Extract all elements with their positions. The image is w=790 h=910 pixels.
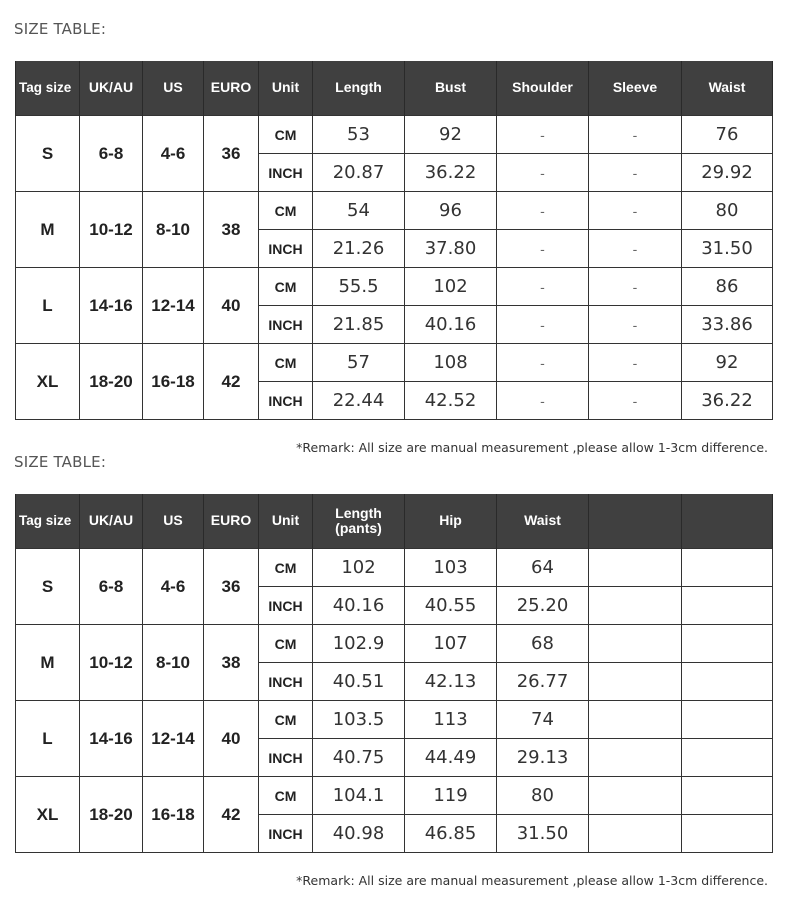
column-header-waist: Waist: [682, 61, 773, 116]
column-header-sleeve: Sleeve: [589, 61, 682, 116]
ukau-size-cell: 18-20: [80, 777, 143, 853]
measurement-cell: [589, 701, 682, 739]
unit-cell: INCH: [259, 587, 313, 625]
measurement-cell: [589, 815, 682, 853]
column-header-unit: Unit: [259, 494, 313, 549]
tag-size-cell: M: [16, 192, 80, 268]
column-header-hip: Hip: [405, 494, 497, 549]
column-header-empty: [589, 494, 682, 549]
measurement-cell: -: [589, 268, 682, 306]
unit-cell: INCH: [259, 815, 313, 853]
measurement-cell: [589, 549, 682, 587]
measurement-cell: [589, 587, 682, 625]
ukau-size-cell: 10-12: [80, 625, 143, 701]
size-table-title-bottom: SIZE TABLE:: [14, 453, 107, 471]
measurement-cell: 107: [405, 625, 497, 663]
us-size-cell: 16-18: [143, 344, 204, 420]
us-size-cell: 4-6: [143, 116, 204, 192]
header-row: [16, 494, 773, 549]
measurement-cell: 92: [405, 116, 497, 154]
table-row: [16, 701, 773, 739]
measurement-cell: 42.52: [405, 382, 497, 420]
tag-size-cell: L: [16, 701, 80, 777]
table-row: [16, 192, 773, 230]
ukau-size-cell: 6-8: [80, 549, 143, 625]
unit-cell: INCH: [259, 739, 313, 777]
ukau-size-cell: 18-20: [80, 344, 143, 420]
column-header-us: US: [143, 61, 204, 116]
tag-size-cell: XL: [16, 777, 80, 853]
measurement-cell: 68: [497, 625, 589, 663]
tag-size-cell: S: [16, 549, 80, 625]
euro-size-cell: 40: [204, 701, 259, 777]
unit-cell: CM: [259, 625, 313, 663]
measurement-cell: 42.13: [405, 663, 497, 701]
measurement-cell: 55.5: [313, 268, 405, 306]
measurement-cell: 36.22: [405, 154, 497, 192]
tag-size-cell: L: [16, 268, 80, 344]
us-size-cell: 8-10: [143, 625, 204, 701]
column-header-uk-au: UK/AU: [80, 494, 143, 549]
measurement-cell: 102: [313, 549, 405, 587]
remark-bottom: *Remark: All size are manual measurement ,please allow 1-3cm difference.: [296, 873, 768, 888]
measurement-cell: 119: [405, 777, 497, 815]
header-row: [16, 61, 773, 116]
measurement-cell: -: [497, 154, 589, 192]
table-row: [16, 268, 773, 306]
measurement-cell: -: [589, 154, 682, 192]
table-row: [16, 625, 773, 663]
ukau-size-cell: 10-12: [80, 192, 143, 268]
measurement-cell: [589, 739, 682, 777]
measurement-cell: 80: [682, 192, 773, 230]
unit-cell: INCH: [259, 306, 313, 344]
euro-size-cell: 42: [204, 344, 259, 420]
measurement-cell: 37.80: [405, 230, 497, 268]
unit-cell: INCH: [259, 663, 313, 701]
measurement-cell: 40.55: [405, 587, 497, 625]
measurement-cell: 103.5: [313, 701, 405, 739]
measurement-cell: -: [497, 192, 589, 230]
size-table-bottom: [15, 494, 773, 853]
unit-cell: CM: [259, 192, 313, 230]
measurement-cell: [682, 777, 773, 815]
measurement-cell: -: [497, 230, 589, 268]
ukau-size-cell: 14-16: [80, 268, 143, 344]
measurement-cell: 36.22: [682, 382, 773, 420]
measurement-cell: 57: [313, 344, 405, 382]
us-size-cell: 8-10: [143, 192, 204, 268]
measurement-cell: 54: [313, 192, 405, 230]
measurement-cell: 113: [405, 701, 497, 739]
measurement-cell: 53: [313, 116, 405, 154]
measurement-cell: 74: [497, 701, 589, 739]
unit-cell: CM: [259, 701, 313, 739]
measurement-cell: [682, 549, 773, 587]
column-header-tag-size: Tag size: [16, 494, 80, 549]
column-header-euro: EURO: [204, 61, 259, 116]
ukau-size-cell: 14-16: [80, 701, 143, 777]
unit-cell: INCH: [259, 382, 313, 420]
column-header-uk-au: UK/AU: [80, 61, 143, 116]
measurement-cell: 40.51: [313, 663, 405, 701]
column-header-unit: Unit: [259, 61, 313, 116]
measurement-cell: 25.20: [497, 587, 589, 625]
unit-cell: CM: [259, 549, 313, 587]
column-header-tag-size: Tag size: [16, 61, 80, 116]
unit-cell: CM: [259, 777, 313, 815]
measurement-cell: [682, 701, 773, 739]
measurement-cell: [682, 625, 773, 663]
unit-cell: CM: [259, 116, 313, 154]
measurement-cell: -: [497, 268, 589, 306]
tag-size-cell: M: [16, 625, 80, 701]
measurement-cell: 40.98: [313, 815, 405, 853]
measurement-cell: 40.75: [313, 739, 405, 777]
measurement-cell: 31.50: [682, 230, 773, 268]
column-header-bust: Bust: [405, 61, 497, 116]
measurement-cell: 96: [405, 192, 497, 230]
measurement-cell: -: [497, 344, 589, 382]
table-row: [16, 549, 773, 587]
measurement-cell: -: [589, 230, 682, 268]
measurement-cell: 33.86: [682, 306, 773, 344]
measurement-cell: 21.85: [313, 306, 405, 344]
measurement-cell: 102: [405, 268, 497, 306]
remark-top: *Remark: All size are manual measurement ,please allow 1-3cm difference.: [296, 440, 768, 455]
measurement-cell: 80: [497, 777, 589, 815]
measurement-cell: 44.49: [405, 739, 497, 777]
tag-size-cell: XL: [16, 344, 80, 420]
measurement-cell: [682, 739, 773, 777]
unit-cell: CM: [259, 344, 313, 382]
euro-size-cell: 36: [204, 116, 259, 192]
euro-size-cell: 40: [204, 268, 259, 344]
table-row: [16, 116, 773, 154]
measurement-cell: 86: [682, 268, 773, 306]
measurement-cell: -: [589, 192, 682, 230]
measurement-cell: -: [589, 344, 682, 382]
table-row: [16, 777, 773, 815]
measurement-cell: 22.44: [313, 382, 405, 420]
us-size-cell: 12-14: [143, 701, 204, 777]
measurement-cell: -: [497, 116, 589, 154]
ukau-size-cell: 6-8: [80, 116, 143, 192]
measurement-cell: 21.26: [313, 230, 405, 268]
measurement-cell: [682, 587, 773, 625]
measurement-cell: -: [497, 306, 589, 344]
measurement-cell: -: [589, 382, 682, 420]
measurement-cell: 104.1: [313, 777, 405, 815]
us-size-cell: 4-6: [143, 549, 204, 625]
measurement-cell: 103: [405, 549, 497, 587]
measurement-cell: 76: [682, 116, 773, 154]
measurement-cell: 92: [682, 344, 773, 382]
column-header-length-pants: Length (pants): [313, 494, 405, 549]
measurement-cell: 20.87: [313, 154, 405, 192]
euro-size-cell: 38: [204, 192, 259, 268]
column-header-waist: Waist: [497, 494, 589, 549]
unit-cell: CM: [259, 268, 313, 306]
tag-size-cell: S: [16, 116, 80, 192]
measurement-cell: 29.92: [682, 154, 773, 192]
measurement-cell: -: [589, 116, 682, 154]
measurement-cell: 29.13: [497, 739, 589, 777]
measurement-cell: [589, 777, 682, 815]
euro-size-cell: 36: [204, 549, 259, 625]
size-table-top: [15, 61, 773, 420]
measurement-cell: 46.85: [405, 815, 497, 853]
measurement-cell: 108: [405, 344, 497, 382]
measurement-cell: 40.16: [313, 587, 405, 625]
measurement-cell: [682, 663, 773, 701]
measurement-cell: -: [589, 306, 682, 344]
measurement-cell: 40.16: [405, 306, 497, 344]
euro-size-cell: 42: [204, 777, 259, 853]
unit-cell: INCH: [259, 154, 313, 192]
column-header-us: US: [143, 494, 204, 549]
measurement-cell: 64: [497, 549, 589, 587]
measurement-cell: [682, 815, 773, 853]
column-header-euro: EURO: [204, 494, 259, 549]
measurement-cell: 26.77: [497, 663, 589, 701]
measurement-cell: -: [497, 382, 589, 420]
measurement-cell: [589, 625, 682, 663]
us-size-cell: 12-14: [143, 268, 204, 344]
us-size-cell: 16-18: [143, 777, 204, 853]
column-header-shoulder: Shoulder: [497, 61, 589, 116]
column-header-empty: [682, 494, 773, 549]
measurement-cell: 31.50: [497, 815, 589, 853]
measurement-cell: 102.9: [313, 625, 405, 663]
table-row: [16, 344, 773, 382]
unit-cell: INCH: [259, 230, 313, 268]
column-header-length: Length: [313, 61, 405, 116]
measurement-cell: [589, 663, 682, 701]
size-table-title-top: SIZE TABLE:: [14, 20, 107, 38]
euro-size-cell: 38: [204, 625, 259, 701]
